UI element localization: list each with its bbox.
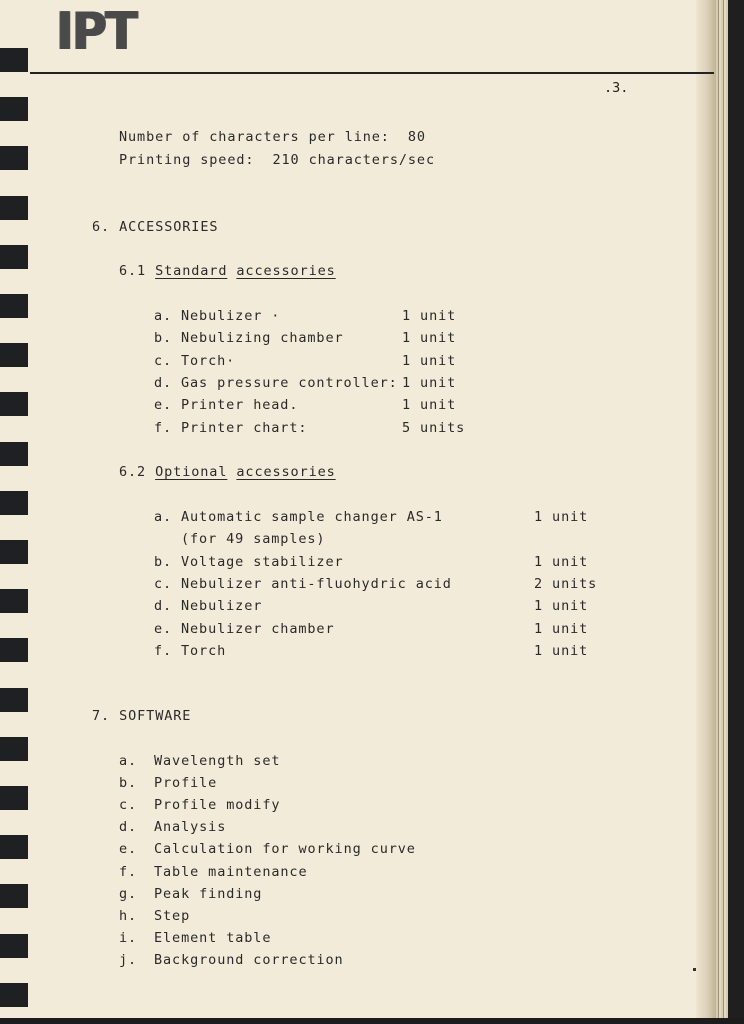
item-name: Automatic sample changer AS-1 [181, 509, 443, 525]
binding-hole [0, 343, 28, 367]
section-6-heading: 6. ACCESSORIES [92, 219, 219, 235]
item-name: Nebulizer anti-fluohydric acid [181, 575, 452, 592]
item-letter: a. [119, 753, 138, 769]
binding-hole [0, 294, 28, 318]
item-letter: a. [154, 308, 173, 324]
spec-characters-per-line [119, 126, 426, 148]
item-name: Background correction [154, 951, 344, 968]
item-letter: h. [119, 907, 138, 924]
item-letter: c. [154, 575, 173, 592]
binding-hole [0, 392, 28, 416]
item-name: Nebulizer · [181, 308, 281, 324]
subsection-title-word: Optional [155, 464, 228, 480]
item-name: Wavelength set [154, 753, 281, 769]
item-quantity: 1 unit [402, 374, 457, 391]
item-quantity: 2 units [534, 575, 598, 592]
section-7-heading: 7. SOFTWARE [92, 708, 192, 724]
item-letter: b. [154, 553, 173, 570]
item-name: Voltage stabilizer [181, 553, 344, 570]
section-6-2-heading [119, 461, 336, 483]
item-name: Torch [181, 642, 227, 659]
item-name: Peak finding [154, 885, 263, 902]
spec-printing-speed [119, 149, 435, 171]
binding-hole [0, 245, 28, 269]
binding-hole [0, 196, 28, 220]
binding-hole [0, 97, 28, 121]
item-letter: i. [119, 929, 138, 946]
page-stack-edge [716, 0, 728, 1024]
spec-label: Number of characters per line: [119, 129, 390, 145]
subsection-number: 6.2 [119, 464, 147, 480]
spec-value: 80 [407, 129, 426, 145]
item-letter: c. [154, 352, 173, 369]
item-name: Analysis [154, 819, 227, 836]
ipt-logo: IPT [56, 2, 136, 62]
scan-background-bottom [0, 1018, 744, 1024]
item-name: Calculation for working curve [154, 841, 416, 858]
item-name: Profile modify [154, 797, 281, 814]
item-name: Table maintenance [154, 863, 308, 880]
item-name: Printer head. [181, 397, 299, 414]
item-letter: f. [119, 863, 138, 880]
binding-hole [0, 983, 28, 1007]
section-6-1-heading [119, 260, 336, 282]
item-letter: j. [119, 951, 138, 968]
item-name: Profile [154, 775, 218, 792]
item-letter: f. [154, 419, 173, 436]
item-letter: f. [154, 642, 173, 659]
item-name: Nebulizing chamber [181, 330, 344, 347]
item-quantity: 1 unit [402, 397, 457, 414]
subsection-title-word: accessories [236, 464, 336, 480]
item-letter: e. [119, 841, 138, 858]
item-name: Printer chart: [181, 419, 308, 436]
binding-hole [0, 737, 28, 761]
spec-value: 210 characters/sec [272, 152, 435, 168]
item-quantity: 1 unit [402, 330, 457, 347]
scan-background-right [728, 0, 744, 1024]
binding-hole [0, 146, 28, 170]
item-letter: c. [119, 797, 138, 814]
item-name: Torch· [181, 352, 236, 369]
item-quantity: 1 unit [534, 509, 589, 525]
binding-hole [0, 589, 28, 613]
item-name: Gas pressure controller: [181, 374, 398, 391]
item-name: Step [154, 907, 191, 924]
binding-hole [0, 786, 28, 810]
binding-hole [0, 835, 28, 859]
binding-hole [0, 491, 28, 515]
item-name: Nebulizer chamber [181, 620, 335, 637]
item-letter: e. [154, 620, 173, 637]
item-note: (for 49 samples) [181, 531, 326, 548]
binding-hole [0, 884, 28, 908]
item-letter: e. [154, 397, 173, 414]
subsection-title-word: Standard [155, 263, 228, 279]
binding-hole [0, 934, 28, 958]
spec-label: Printing speed: [119, 152, 255, 168]
item-quantity: 1 unit [534, 598, 589, 615]
item-letter: g. [119, 885, 138, 902]
binding-hole [0, 540, 28, 564]
item-quantity: 5 units [402, 419, 466, 436]
item-quantity: 1 unit [402, 352, 457, 369]
item-name: Nebulizer [181, 598, 263, 615]
subsection-title-word: accessories [236, 263, 336, 279]
item-name: Element table [154, 929, 272, 946]
binding-hole [0, 688, 28, 712]
binding-hole [0, 48, 28, 72]
item-letter: d. [154, 598, 173, 615]
item-quantity: 1 unit [534, 620, 589, 637]
item-letter: d. [119, 819, 138, 836]
binding-hole [0, 442, 28, 466]
item-letter: d. [154, 374, 173, 391]
item-quantity: 1 unit [534, 553, 589, 570]
speck-mark [693, 968, 696, 971]
subsection-number: 6.1 [119, 263, 147, 279]
binding-hole [0, 638, 28, 662]
item-letter: a. [154, 509, 173, 525]
item-quantity: 1 unit [534, 642, 589, 659]
page-curl-shadow [696, 0, 716, 1018]
page-number: .3. [604, 80, 629, 96]
item-letter: b. [119, 775, 138, 792]
item-letter: b. [154, 330, 173, 347]
header-rule [30, 72, 714, 74]
item-quantity: 1 unit [402, 308, 457, 324]
